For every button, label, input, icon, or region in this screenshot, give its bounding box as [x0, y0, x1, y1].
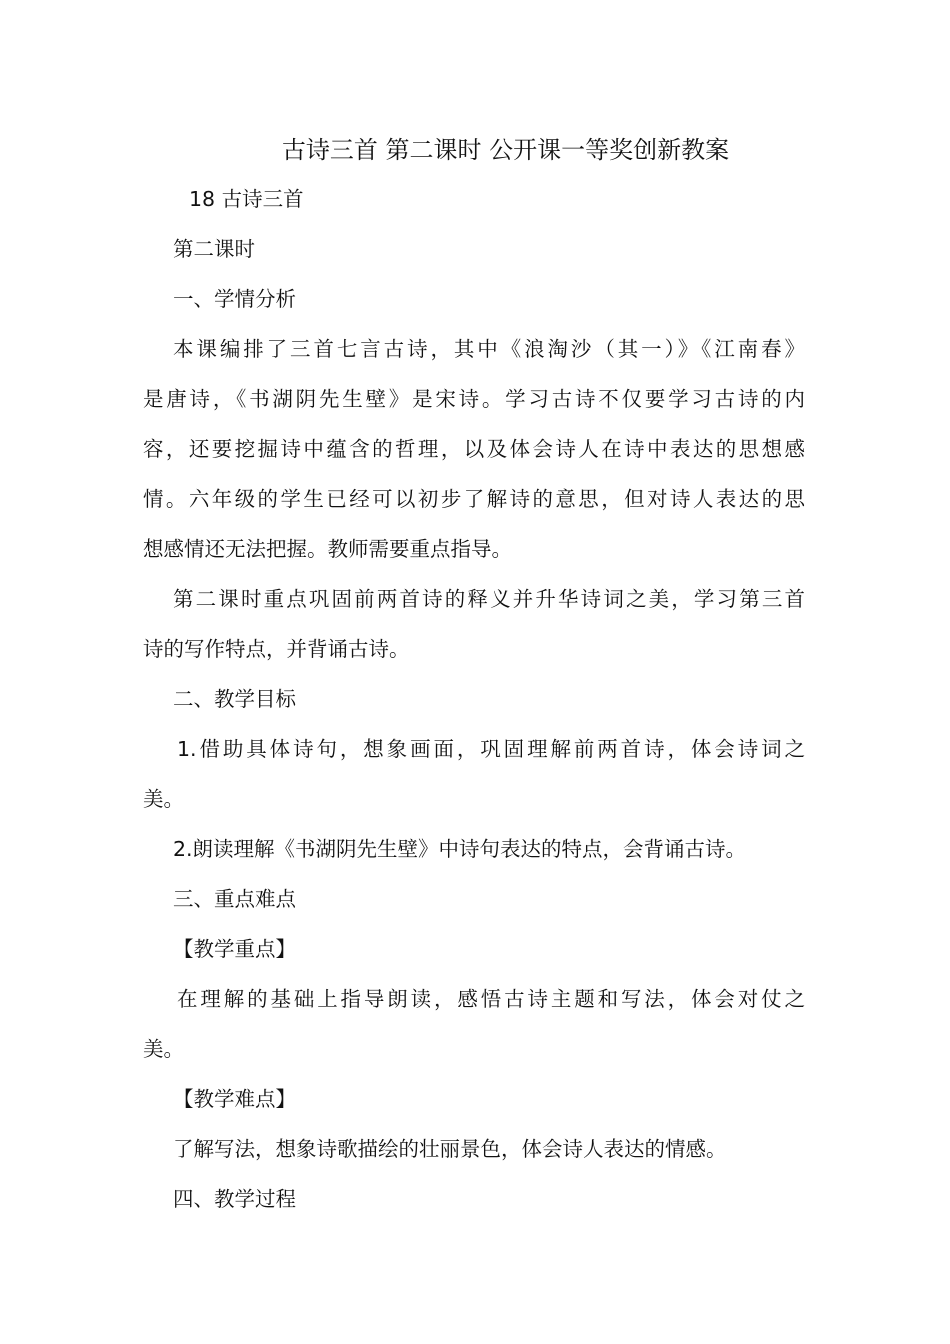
- section-heading-4: 四、教学过程: [173, 1187, 296, 1211]
- paragraph-line: 美。: [143, 1037, 184, 1061]
- paragraph-line: 诗的写作特点，并背诵古诗。: [143, 637, 410, 661]
- section-heading-1: 一、学情分析: [173, 287, 296, 311]
- objective-line: 美。: [143, 787, 184, 811]
- objective-line: 2.朗读理解《书湖阴先生壁》中诗句表达的特点，会背诵古诗。: [173, 837, 747, 861]
- paragraph-line: 本课编排了三首七言古诗，其中《浪淘沙（其一）》《江南春》: [173, 337, 805, 361]
- paragraph-line: 是唐诗，《书湖阴先生壁》是宋诗。学习古诗不仅要学习古诗的内: [143, 387, 805, 411]
- subheading-key-point: 【教学重点】: [173, 937, 296, 961]
- paragraph-line: 了解写法，想象诗歌描绘的壮丽景色，体会诗人表达的情感。: [173, 1137, 727, 1161]
- subheading-difficulty: 【教学难点】: [173, 1087, 296, 1111]
- paragraph-line: 容，还要挖掘诗中蕴含的哲理，以及体会诗人在诗中表达的思想感: [143, 437, 805, 461]
- paragraph-line: 第二课时重点巩固前两首诗的释义并升华诗词之美，学习第三首: [173, 587, 805, 611]
- section-heading-3: 三、重点难点: [173, 887, 296, 911]
- paragraph-line: 在理解的基础上指导朗读，感悟古诗主题和写法，体会对仗之: [177, 987, 805, 1011]
- objective-line: 1.借助具体诗句，想象画面，巩固理解前两首诗，体会诗词之: [177, 737, 805, 761]
- period-heading: 第二课时: [173, 237, 255, 261]
- lesson-heading: 18 古诗三首: [189, 187, 304, 211]
- paragraph-line: 情。六年级的学生已经可以初步了解诗的意思，但对诗人表达的思: [143, 487, 805, 511]
- section-heading-2: 二、教学目标: [173, 687, 296, 711]
- paragraph-line: 想感情还无法把握。教师需要重点指导。: [143, 537, 512, 561]
- document-title: 古诗三首 第二课时 公开课一等奖创新教案: [281, 136, 730, 164]
